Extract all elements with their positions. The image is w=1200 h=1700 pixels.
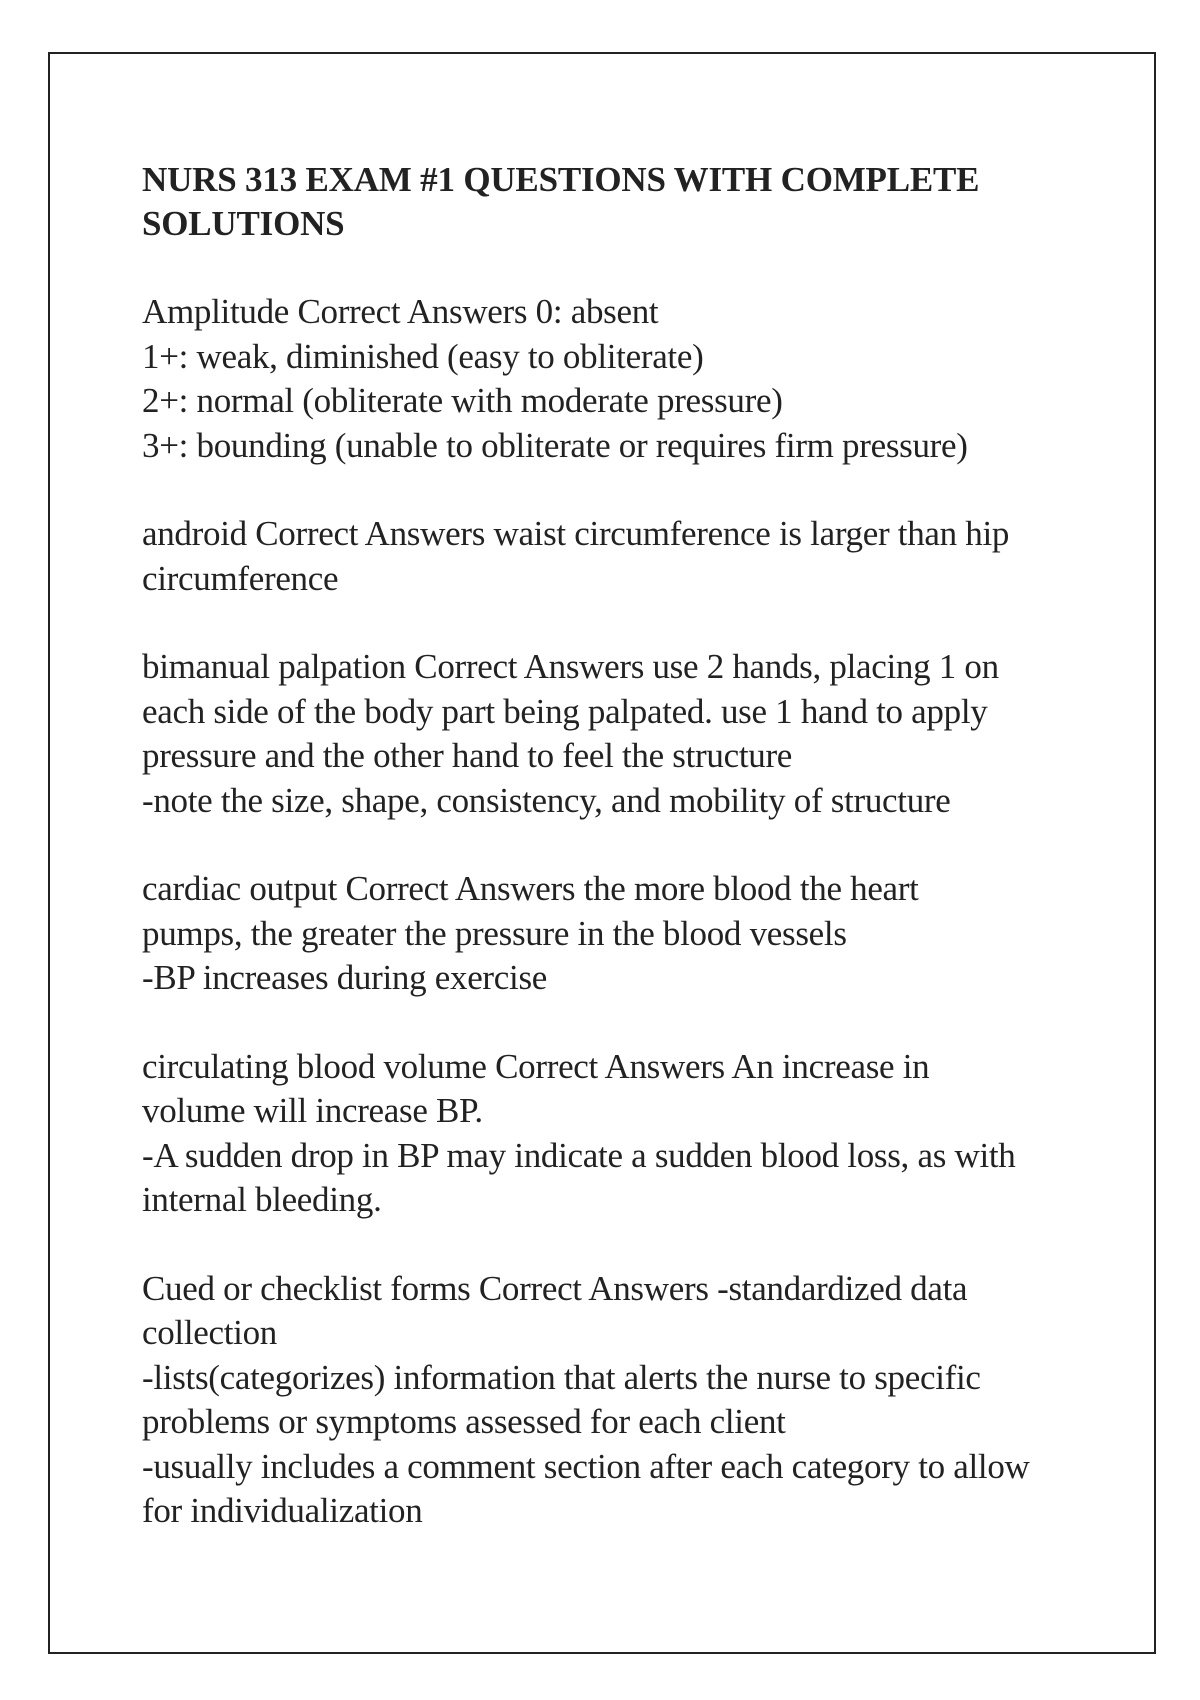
entry-line: pressure and the other hand to feel the structure bbox=[142, 736, 793, 775]
qa-entry-amplitude bbox=[142, 290, 1102, 468]
entry-line: 3+: bounding (unable to obliterate or requires firm pressure) bbox=[142, 425, 968, 465]
entry-line: -note the size, shape, consistency, and mobility of structure bbox=[142, 780, 951, 820]
entry-line: 2+: normal (obliterate with moderate pressure) bbox=[142, 381, 783, 420]
qa-entry-cued-checklist-forms bbox=[142, 1267, 1102, 1534]
entry-line: android Correct Answers waist circumference is larger than hip bbox=[142, 514, 1010, 553]
entry-line: -BP increases during exercise bbox=[142, 958, 547, 997]
entry-line: cardiac output Correct Answers the more blood the heart bbox=[142, 869, 919, 908]
qa-entry-android bbox=[142, 512, 1102, 601]
entry-line: Amplitude Correct Answers 0: absent bbox=[142, 292, 659, 331]
entry-line: bimanual palpation Correct Answers use 2 hands, placing 1 on bbox=[142, 647, 999, 686]
entry-line: volume will increase BP. bbox=[142, 1091, 483, 1130]
document-page bbox=[48, 52, 1156, 1654]
entry-line: for individualization bbox=[142, 1491, 423, 1530]
document-content bbox=[142, 158, 1102, 1578]
document-title-line: SOLUTIONS bbox=[142, 204, 345, 243]
entry-line: -lists(categorizes) information that alerts the nurse to specific bbox=[142, 1357, 981, 1397]
qa-entry-bimanual-palpation bbox=[142, 645, 1102, 823]
qa-entry-cardiac-output bbox=[142, 867, 1102, 1001]
document-title bbox=[142, 158, 1102, 246]
entry-line: Cued or checklist forms Correct Answers -standardized data bbox=[142, 1268, 968, 1308]
entry-line: pumps, the greater the pressure in the blood vessels bbox=[142, 913, 847, 953]
entry-line: internal bleeding. bbox=[142, 1180, 382, 1219]
entry-line: 1+: weak, diminished (easy to obliterate) bbox=[142, 336, 704, 376]
entry-line: problems or symptoms assessed for each client bbox=[142, 1402, 786, 1441]
entry-line: each side of the body part being palpated. use 1 hand to apply bbox=[142, 691, 988, 731]
entry-line: circulating blood volume Correct Answers An increase in bbox=[142, 1046, 930, 1086]
qa-entry-circulating-blood-volume bbox=[142, 1045, 1102, 1223]
entry-line: -A sudden drop in BP may indicate a sudden blood loss, as with bbox=[142, 1135, 1016, 1175]
document-title-line: NURS 313 EXAM #1 QUESTIONS WITH COMPLETE bbox=[142, 160, 980, 199]
entry-line: circumference bbox=[142, 558, 339, 598]
entry-line: collection bbox=[142, 1313, 278, 1352]
entry-line: -usually includes a comment section after each category to allow bbox=[142, 1446, 1030, 1486]
